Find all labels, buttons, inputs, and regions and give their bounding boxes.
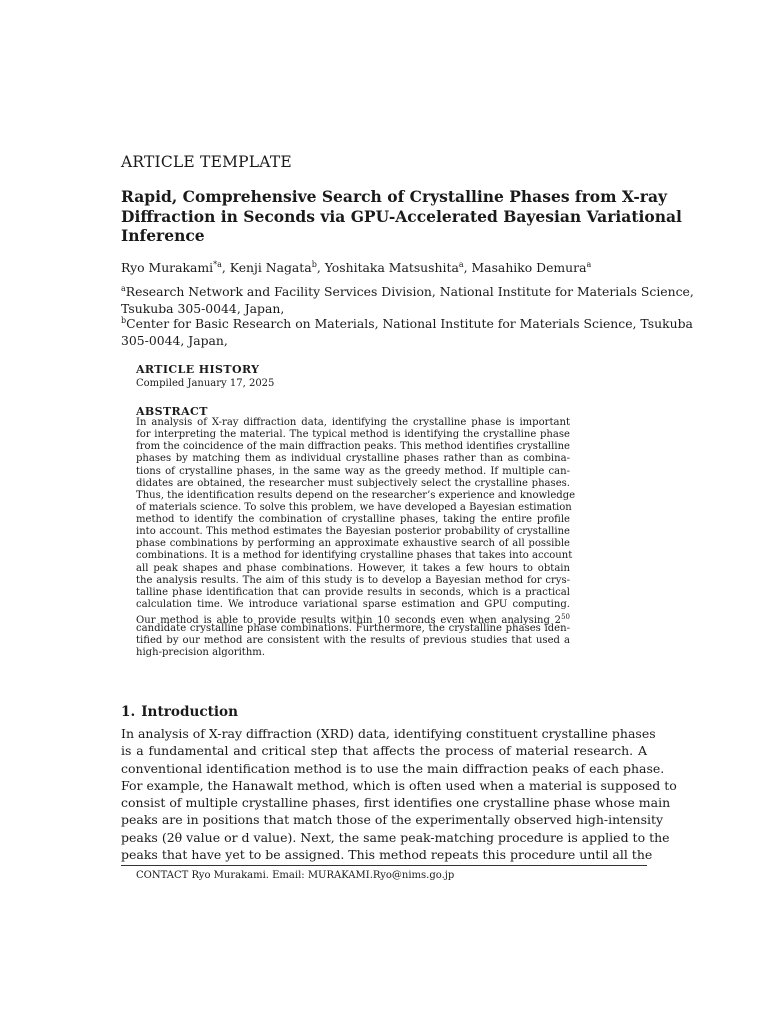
affiliation-mark: a [121,284,126,293]
abstract-text [136,417,576,660]
affiliation-line [121,313,693,333]
affiliation-line [121,281,694,301]
author-name: Yoshitaka Matsushita [324,260,459,275]
abstract-line: of materials science. To solve this problem, we have developed a Bayesian estimation [136,501,572,513]
abstract-line: all peak shapes and phase combinations. However, it takes a few hours to obtain [136,562,570,574]
abstract-line: candidate crystalline phase combinations. Furthermore, the crystalline phases iden- [136,623,570,635]
affiliation-b [121,313,693,349]
footnote-rule [121,865,647,866]
affiliation-text: Research Network and Facility Services Division, National Institute for Materials Science, [125,284,694,299]
abstract-line: phases by matching them as individual crystalline phases rather than as combina- [136,453,570,465]
section-number: 1. [121,704,136,721]
abstract-line [136,611,570,626]
affiliation-line: Tsukuba 305-0044, Japan, [121,300,285,316]
section-title: Introduction [141,704,239,721]
abstract-line: combinations. It is a method for identifying crystalline phases that takes into account [136,550,573,562]
section-heading [121,704,238,720]
article-history-heading: ARTICLE HISTORY [136,363,260,376]
body-line: is a fundamental and critical step that affects the process of material research. A [121,743,647,759]
author-mark: a [586,260,592,269]
title-line: Inference [121,226,205,246]
section-body [121,725,677,863]
abstract-line: high-precision algorithm. [136,647,266,659]
compiled-date: Compiled January 17, 2025 [136,378,275,389]
abstract-exponent: 50 [561,613,570,621]
paper-title [121,187,682,246]
abstract-line: tions of crystalline phases, in the same way as the greedy method. If multiple can- [136,465,570,477]
body-line: In analysis of X-ray diffraction (XRD) data, identifying constituent crystalline phases [121,726,656,741]
author-name: Kenji Nagata [229,260,312,275]
affiliation-line: 305-0044, Japan, [121,332,228,348]
body-line: peaks (2θ value or d value). Next, the same peak-matching procedure is applied to the [121,829,670,845]
contact-footnote: CONTACT Ryo Murakami. Email: MURAKAMI.Ryo@nims.go.jp [136,870,455,881]
abstract-line: tified by our method are consistent with the results of previous studies that used a [136,635,570,647]
affiliation-text: Center for Basic Research on Materials, National Institute for Materials Science, Tsukuba [126,316,693,331]
abstract-line: method to identify the combination of crystalline phases, taking the entire profile [136,514,570,525]
author-list: Ryo Murakami$^{*a}$, Kenji Nagata$^b$, Yoshitaka Matsushita$^a$, Masahiko Demura$^a$ [121,260,592,275]
title-line: Rapid, Comprehensive Search of Crystalline Phases from X-ray [121,187,668,206]
author-name: Ryo Murakami [121,260,214,275]
title-line: Diffraction in Seconds via GPU-Accelerated Bayesian Variational [121,206,682,226]
abstract-line: from the coincidence of the main diffraction peaks. This method identifies crystalline [136,441,570,453]
abstract-line: didates are obtained, the researcher must subjectively select the crystalline phases. [136,477,570,489]
body-line: For example, the Hanawalt method, which is often used when a material is supposed to [121,777,677,793]
abstract-line: phase combinations by performing an approximate exhaustive search of all possible [136,538,570,550]
abstract-line: talline phase identification that can provide results in seconds, which is a practical [136,586,570,598]
abstract-line: calculation time. We introduce variational sparse estimation and GPU computing. [136,598,570,610]
abstract-heading: ABSTRACT [136,405,208,418]
abstract-line: Thus, the identification results depend on the researcher’s experience and knowledge [136,489,576,501]
abstract-line: In analysis of X-ray diffraction data, identifying the crystalline phase is important [136,417,570,428]
abstract-line: for interpreting the material. The typical method is identifying the crystalline phase [136,429,570,441]
author-mark: *a [213,260,222,269]
body-line: conventional identification method is to use the main diffraction peaks of each phase. [121,760,665,776]
author-mark: a [458,260,464,269]
template-label: ARTICLE TEMPLATE [121,153,292,171]
body-line: consist of multiple crystalline phases, first identifies one crystalline phase whose main [121,795,671,811]
author-name: Masahiko Demura [471,260,587,275]
abstract-line: into account. This method estimates the Bayesian posterior probability of crystalline [136,526,570,538]
body-line: peaks are in positions that match those of the experimentally observed high-intensity [121,812,664,828]
affiliation-mark: b [121,316,127,325]
affiliation-a [121,281,694,317]
abstract-line-text: Our method is able to provide results within 10 seconds even when analysing 2 [136,615,562,626]
body-line: peaks that have yet to be assigned. This method repeats this procedure until all the [121,847,653,863]
author-mark: b [311,260,317,269]
abstract-line: the analysis results. The aim of this study is to develop a Bayesian method for crys- [136,574,570,586]
